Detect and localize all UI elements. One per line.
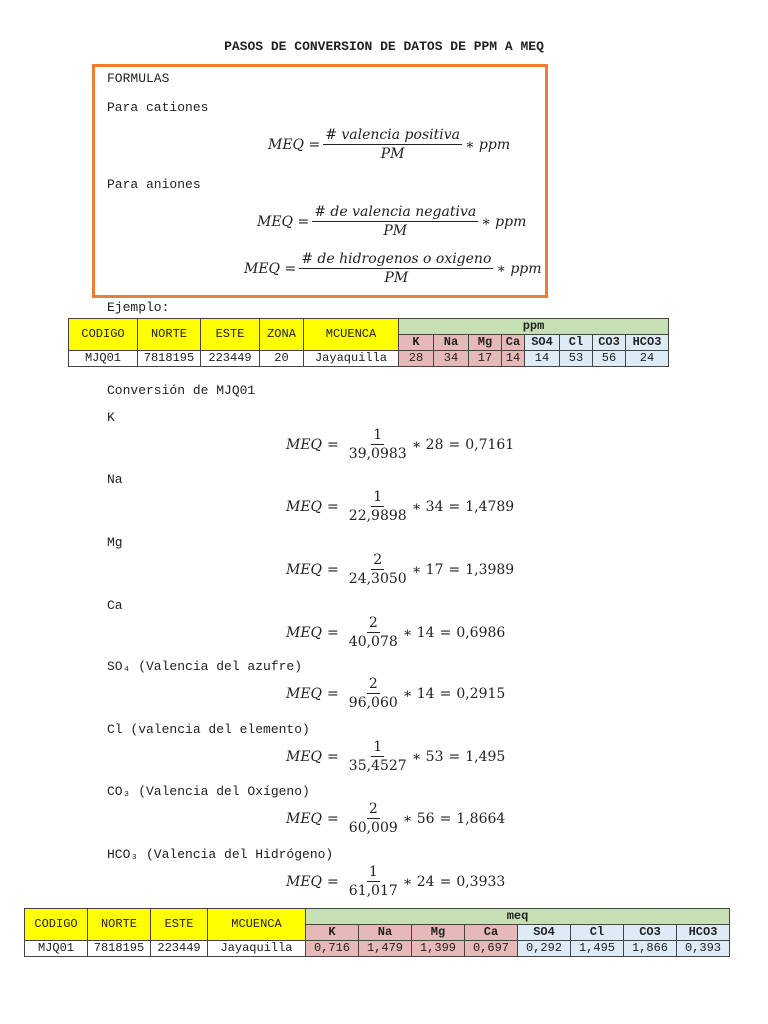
value-cell: 0,716 xyxy=(306,941,359,957)
value-cell: 34 xyxy=(434,351,469,367)
table-cell: Jayaquilla xyxy=(304,351,399,367)
formula-lhs: MEQ = xyxy=(257,213,310,230)
step-result: 1,8664 xyxy=(456,810,506,827)
formula-numerator: # de hidrogenos o oxigeno xyxy=(301,251,492,267)
formula-denominator: PM xyxy=(384,270,409,286)
header-cell: ESTE xyxy=(151,909,208,941)
value-cell: 0,697 xyxy=(465,941,518,957)
step-result: 0,3933 xyxy=(456,873,506,890)
header-cell: MCUENCA xyxy=(304,319,399,351)
element-header: Cl xyxy=(560,335,593,351)
step-label: Na xyxy=(107,472,123,487)
ppm-table xyxy=(68,318,669,367)
conversion-label: Conversión de MJQ01 xyxy=(107,383,256,398)
step-ppm: 17 xyxy=(425,561,444,578)
element-header: Mg xyxy=(469,335,502,351)
cation-label: Para cationes xyxy=(107,100,209,115)
step-equation: MEQ = $\frac{1}{39,0983}$ ∗ 28 = 0,7161 xyxy=(286,427,515,462)
step-ppm: 14 xyxy=(416,624,435,641)
element-header: K xyxy=(399,335,434,351)
step-label: K xyxy=(107,410,115,425)
table-cell: MJQ01 xyxy=(69,351,138,367)
header-cell: CODIGO xyxy=(25,909,88,941)
example-label: Ejemplo: xyxy=(107,300,170,315)
step-denominator: 96,060 xyxy=(348,695,398,711)
value-cell: 1,479 xyxy=(359,941,412,957)
step-ppm: 56 xyxy=(416,810,435,827)
page-title: PASOS DE CONVERSION DE DATOS DE PPM A MEQ xyxy=(224,39,544,54)
step-numerator: 1 xyxy=(368,864,378,880)
step-label: SO₄ (Valencia del azufre) xyxy=(107,659,303,674)
table-cell: 7818195 xyxy=(138,351,201,367)
value-cell: 28 xyxy=(399,351,434,367)
step-result: 1,4789 xyxy=(465,498,515,515)
formula-tail: ∗ ppm xyxy=(481,213,527,230)
step-numerator: 2 xyxy=(373,552,383,568)
step-equation: MEQ = $\frac{1}{61,017}$ ∗ 24 = 0,3933 xyxy=(286,864,506,899)
step-denominator: 60,009 xyxy=(348,820,398,836)
value-cell: 1,866 xyxy=(624,941,677,957)
anion-formula-2 xyxy=(244,251,542,286)
step-ppm: 28 xyxy=(425,436,444,453)
formula-denominator: PM xyxy=(383,223,408,239)
element-header: SO4 xyxy=(525,335,560,351)
element-header: Na xyxy=(359,925,412,941)
header-cell: NORTE xyxy=(88,909,151,941)
step-label: CO₃ (Valencia del Oxígeno) xyxy=(107,784,310,799)
element-header: K xyxy=(306,925,359,941)
step-result: 0,6986 xyxy=(456,624,506,641)
table-cell: Jayaquilla xyxy=(208,941,306,957)
formula-tail: ∗ ppm xyxy=(496,260,542,277)
step-numerator: 1 xyxy=(373,739,383,755)
element-header: Ca xyxy=(502,335,525,351)
step-label: Cl (valencia del elemento) xyxy=(107,722,310,737)
element-header: Cl xyxy=(571,925,624,941)
value-cell: 0,292 xyxy=(518,941,571,957)
step-label: Mg xyxy=(107,535,123,550)
value-cell: 14 xyxy=(502,351,525,367)
header-cell: ZONA xyxy=(260,319,304,351)
value-cell: 14 xyxy=(525,351,560,367)
step-denominator: 40,078 xyxy=(348,634,398,650)
value-cell: 1,399 xyxy=(412,941,465,957)
value-cell: 53 xyxy=(560,351,593,367)
step-denominator: 35,4527 xyxy=(348,758,407,774)
formula-lhs: MEQ = xyxy=(268,136,321,153)
step-denominator: 22,9898 xyxy=(348,508,407,524)
element-header: HCO3 xyxy=(677,925,730,941)
element-header: SO4 xyxy=(518,925,571,941)
step-equation: MEQ = $\frac{1}{35,4527}$ ∗ 53 = 1,495 xyxy=(286,739,506,774)
formula-denominator: PM xyxy=(380,146,405,162)
value-cell: 1,495 xyxy=(571,941,624,957)
step-result: 0,2915 xyxy=(456,685,506,702)
element-header: Mg xyxy=(412,925,465,941)
step-ppm: 53 xyxy=(425,748,444,765)
value-cell: 17 xyxy=(469,351,502,367)
element-header: CO3 xyxy=(624,925,677,941)
header-cell: NORTE xyxy=(138,319,201,351)
element-header: Na xyxy=(434,335,469,351)
meq-group-header: meq xyxy=(306,909,730,925)
table-cell: 7818195 xyxy=(88,941,151,957)
formulas-heading: FORMULAS xyxy=(107,71,170,86)
header-cell: CODIGO xyxy=(69,319,138,351)
step-numerator: 2 xyxy=(368,676,378,692)
cation-formula xyxy=(268,127,510,162)
meq-table xyxy=(24,908,730,957)
step-denominator: 39,0983 xyxy=(348,446,407,462)
step-denominator: 61,017 xyxy=(348,883,398,899)
step-equation: MEQ = $\frac{1}{22,9898}$ ∗ 34 = 1,4789 xyxy=(286,489,515,524)
step-result: 0,7161 xyxy=(465,436,515,453)
table-cell: 20 xyxy=(260,351,304,367)
step-result: 1,495 xyxy=(465,748,506,765)
formula-numerator: # valencia positiva xyxy=(325,127,460,143)
step-ppm: 14 xyxy=(416,685,435,702)
step-numerator: 1 xyxy=(373,489,383,505)
formula-fraction xyxy=(299,251,493,286)
formula-fraction xyxy=(323,127,462,162)
step-denominator: 24,3050 xyxy=(348,571,407,587)
ppm-group-header: ppm xyxy=(399,319,669,335)
formula-lhs: MEQ = xyxy=(244,260,297,277)
step-equation: MEQ = $\frac{2}{96,060}$ ∗ 14 = 0,2915 xyxy=(286,676,506,711)
header-cell: MCUENCA xyxy=(208,909,306,941)
formula-tail: ∗ ppm xyxy=(464,136,511,153)
step-numerator: 2 xyxy=(368,615,378,631)
formula-numerator: # de valencia negativa xyxy=(314,204,477,220)
step-ppm: 24 xyxy=(416,873,435,890)
step-equation: MEQ = $\frac{2}{40,078}$ ∗ 14 = 0,6986 xyxy=(286,615,506,650)
step-equation: MEQ = $\frac{2}{60,009}$ ∗ 56 = 1,8664 xyxy=(286,801,506,836)
step-label: HCO₃ (Valencia del Hidrógeno) xyxy=(107,847,334,862)
formula-fraction xyxy=(312,204,478,239)
step-label: Ca xyxy=(107,598,123,613)
header-cell: ESTE xyxy=(201,319,260,351)
element-header: Ca xyxy=(465,925,518,941)
table-cell: 223449 xyxy=(151,941,208,957)
step-equation: MEQ = $\frac{2}{24,3050}$ ∗ 17 = 1,3989 xyxy=(286,552,515,587)
table-cell: 223449 xyxy=(201,351,260,367)
value-cell: 56 xyxy=(593,351,626,367)
step-result: 1,3989 xyxy=(465,561,515,578)
value-cell: 0,393 xyxy=(677,941,730,957)
step-numerator: 1 xyxy=(373,427,383,443)
element-header: HCO3 xyxy=(626,335,669,351)
step-numerator: 2 xyxy=(368,801,378,817)
value-cell: 24 xyxy=(626,351,669,367)
element-header: CO3 xyxy=(593,335,626,351)
step-ppm: 34 xyxy=(425,498,444,515)
anion-formula-1 xyxy=(257,204,526,239)
anion-label: Para aniones xyxy=(107,177,201,192)
table-cell: MJQ01 xyxy=(25,941,88,957)
